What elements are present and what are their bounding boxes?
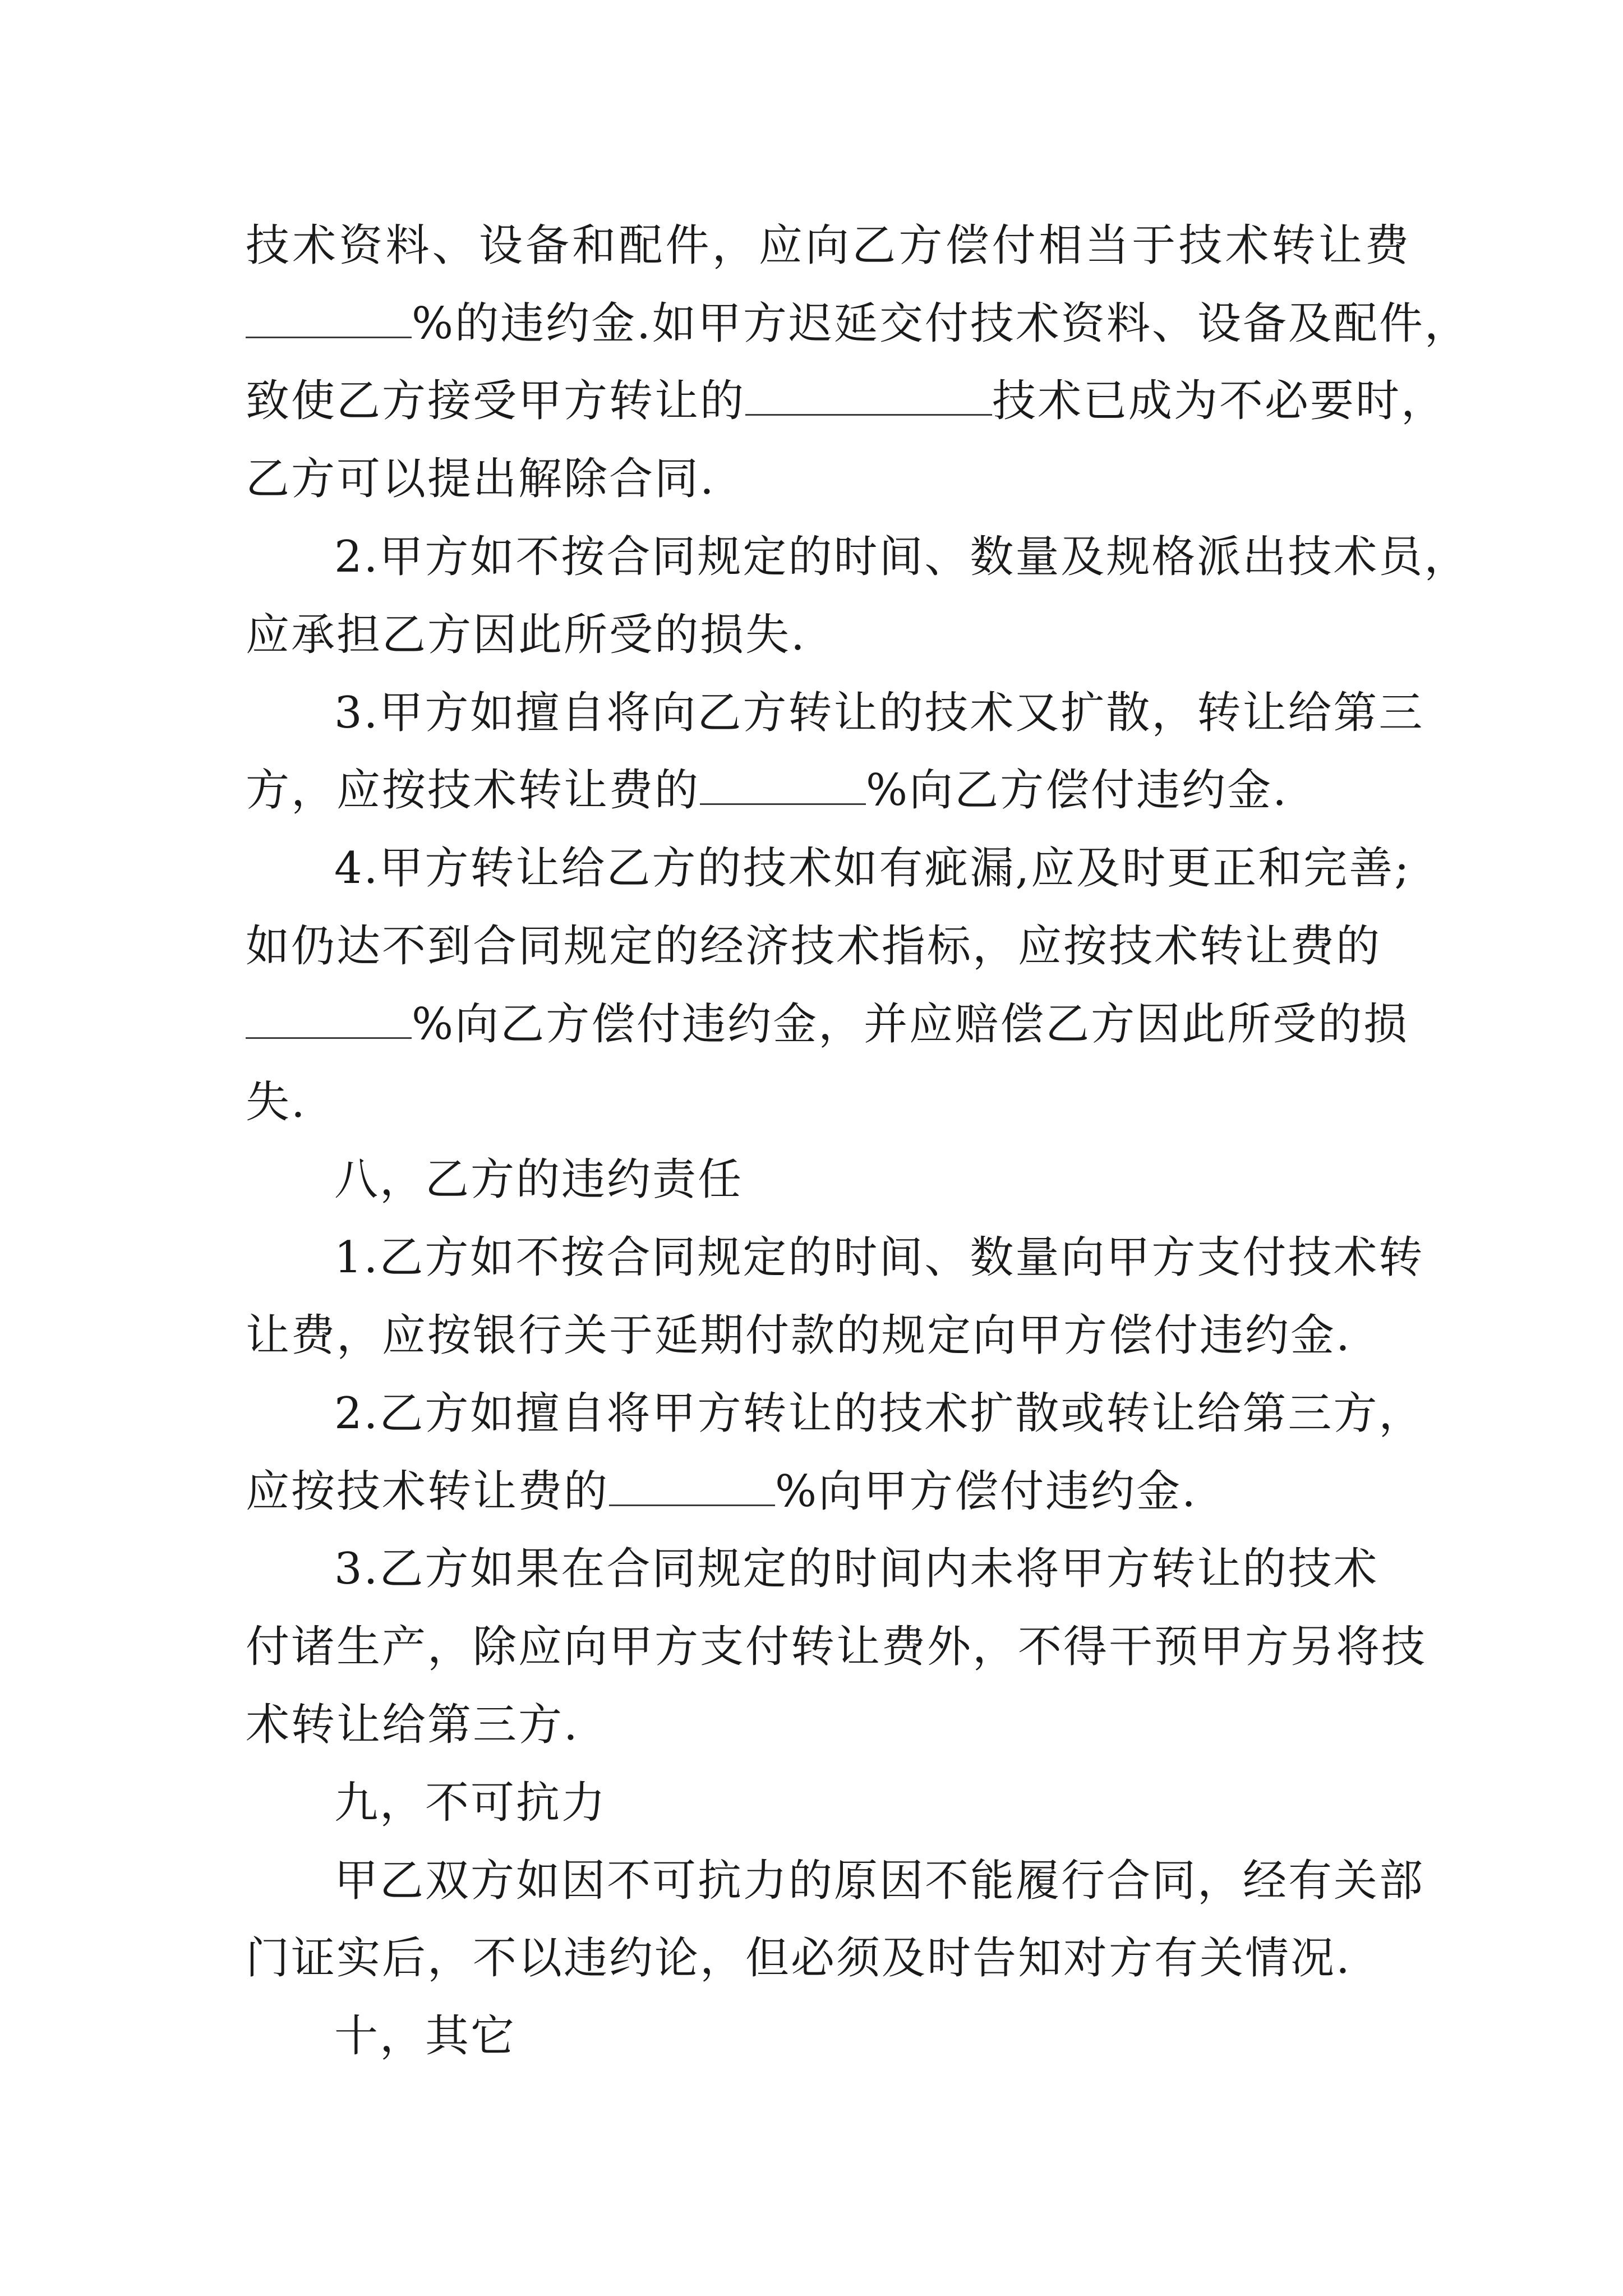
section-heading [334,2008,516,2064]
text-run: 让费，应按银行关于延期付款的规定向甲方偿付违约金. [246,1310,1352,1361]
text-run: 技术已成为不必要时， [992,376,1447,426]
text-run: 3.甲方如擅自将向乙方转让的技术又扩散，转让给第三 [334,688,1424,738]
text-line [334,685,1424,741]
text-line [334,529,1470,585]
text-run: 致使乙方接受甲方转让的 [246,376,746,426]
section-heading [334,1152,743,1208]
text-line [334,1853,1425,1909]
text-run: 4.甲方转让给乙方的技术如有疵漏,应及时更正和完善; [334,843,1411,894]
text-line [334,1230,1424,1286]
section-heading [334,1775,607,1831]
text-run: 九，不可抗力 [334,1778,607,1828]
text-run: %向乙方偿付违约金. [866,765,1288,816]
text-run: %向甲方偿付违约金. [775,1466,1197,1517]
text-line [246,451,716,507]
fill-in-blank [700,767,866,805]
text-line [246,1930,1352,1986]
text-line [334,1386,1424,1442]
text-run: 应按技术转让费的 [246,1466,610,1517]
text-run: 技术资料、设备和配件，应向乙方偿付相当于技术转让费 [246,220,1410,271]
text-line [246,607,806,663]
text-run: 应承担乙方因此所受的损失. [246,610,806,660]
text-run: 十，其它 [334,2011,517,2062]
text-run: 甲乙双方如因不可抗力的原因不能履行合同，经有关部 [334,1856,1425,1906]
text-run: 2.乙方如擅自将甲方转让的技术扩散或转让给第三方， [334,1388,1424,1439]
text-line [246,1619,1427,1675]
text-run: 乙方可以提出解除合同. [246,454,716,504]
fill-in-blank [246,1001,412,1039]
text-run: 失. [246,1077,307,1128]
text-line [246,762,1288,818]
text-run: 方，应按技术转让费的 [246,765,700,816]
text-line [334,840,1410,896]
text-run: 付诸生产，除应向甲方支付转让费外，不得干预甲方另将技 [246,1622,1427,1672]
fill-in-blank [609,1469,775,1506]
text-run: 2.甲方如不按合同规定的时间、数量及规格派出技术员， [334,532,1470,582]
text-run: 1.乙方如不按合同规定的时间、数量向甲方支付技术转 [334,1232,1424,1283]
fill-in-blank [745,378,992,416]
text-line [246,218,1410,274]
text-run: 门证实后，不以违约论，但必须及时告知对方有关情况. [246,1933,1352,1984]
text-run: %的违约金.如甲方迟延交付技术资料、设备及配件， [412,298,1470,349]
text-run: 八，乙方的违约责任 [334,1154,744,1205]
text-line [246,1308,1352,1364]
text-run: 3.乙方如果在合同规定的时间内未将甲方转让的技术 [334,1544,1379,1594]
text-run: 术转让给第三方. [246,1700,579,1750]
text-run: 如仍达不到合同规定的经济技术指标，应按技术转让费的 [246,921,1382,972]
fill-in-blank [246,301,412,338]
text-line [246,996,1409,1052]
text-run: %向乙方偿付违约金，并应赔偿乙方因此所受的损 [412,999,1409,1050]
text-line [246,1697,579,1753]
text-line [246,373,1447,429]
text-line [246,1074,307,1130]
text-line [334,1541,1379,1597]
text-line [246,296,1470,352]
text-line [246,1464,1197,1520]
text-line [246,918,1382,974]
